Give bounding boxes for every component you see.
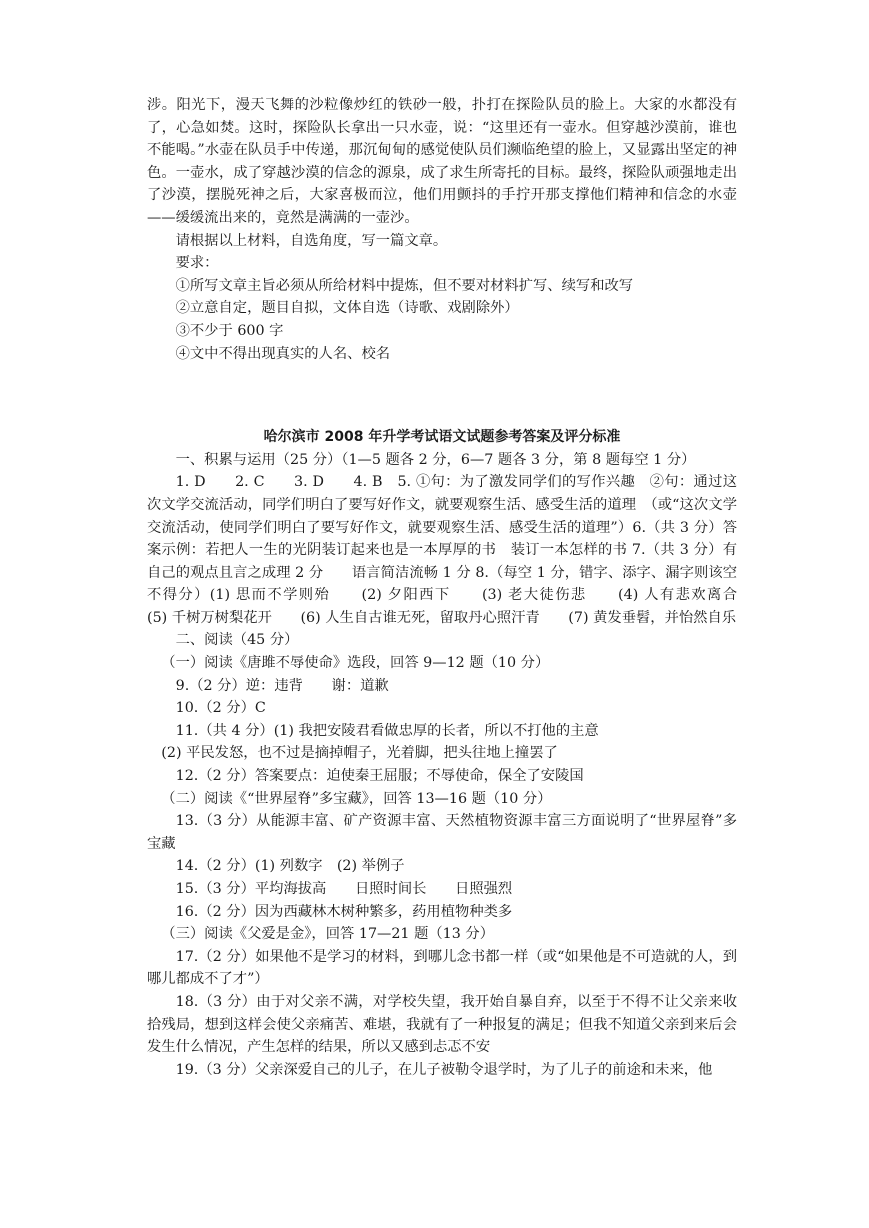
- answer-item: (2) 平民发怒，也不过是摘掉帽子，光着脚，把头往地上撞罢了: [161, 745, 558, 762]
- answer-item: 17.（2 分）如果他不是学习的材料，到哪儿念书都一样（或“如果他是不可造就的人，到哪儿都成不了才”）: [147, 948, 737, 988]
- section-heading: 一、积累与运用（25 分）（1—5 题各 2 分，6—7 题各 3 分，第 8 题每空 1 分）: [175, 451, 696, 468]
- requirement-item: ④文中不得出现真实的人名、校名: [175, 345, 391, 362]
- answer-item: 13.（3 分）从能源丰富、矿产资源丰富、天然植物资源丰富三方面说明了“世界屋脊”多宝藏: [147, 813, 737, 852]
- answer-item: 19.（3 分）父亲深爱自己的儿子，在儿子被勒令退学时，为了儿子的前途和未来，他: [175, 1061, 713, 1078]
- requirement-item: ①所写文章主旨必须从所给材料中提炼，但不要对材料扩写、续写和改写: [175, 277, 634, 294]
- essay-material-paragraph: 涉。阳光下，漫天飞舞的沙粒像炒红的铁砂一般，扑打在探险队员的脸上。大家的水都没有了，心急如焚。这时，探险队长拿出一只水壶，说：“这里还有一壶水。但穿越沙漠前，谁也不能喝。”水壶在队员手中传递，那沉甸甸的感觉使队员们濒临绝望的脸上，又显露出坚定的神色。一壶水，成了穿越沙漠的信念的源泉，成了求生所寄托的目标。最终，探险队顽强地走出了沙漠，摆脱死神之后，大家喜极而泣，他们用颤抖的手拧开那支撑他们精神和信念的水壶——缓缓流出来的，竟然是满满的一壶沙。: [147, 97, 737, 226]
- answer-item: 14.（2 分）(1) 列数字 (2) 举例子: [175, 858, 405, 875]
- answer-item: 11.（共 4 分）(1) 我把安陵君看做忠厚的长者，所以不打他的主意: [175, 722, 599, 739]
- answer-item: 18.（3 分）由于对父亲不满，对学校失望，我开始自暴自弃，以至于不得不让父亲来收拾残局，想到这样会使父亲痛苦、难堪，我就有了一种报复的满足；但我不知道父亲到来后会发生什么情况，产生怎样的结果，所以又感到忐忑不安: [147, 993, 737, 1056]
- answer-item: 9.（2 分）逆：违背 谢：道歉: [175, 677, 389, 694]
- reading-part-heading: （二）阅读《“世界屋脊”多宝藏》，回答 13—16 题（10 分）: [161, 790, 552, 807]
- requirement-item: ③不少于 600 字: [175, 322, 284, 339]
- answer-item: 10.（2 分）C: [175, 700, 266, 717]
- requirement-item: ②立意自定，题目自拟，文体自选（诗歌、戏剧除外）: [175, 300, 519, 317]
- requirements-label: 要求：: [175, 255, 219, 272]
- essay-prompt: 请根据以上材料，自选角度，写一篇文章。: [175, 232, 448, 249]
- answer-item: 15.（3 分）平均海拔高 日照时间长 日照强烈: [175, 881, 513, 897]
- reading-part-heading: （三）阅读《父爱是金》，回答 17—21 题（13 分）: [161, 926, 494, 943]
- reading-part-heading: （一）阅读《唐雎不辱使命》选段，回答 9—12 题（10 分）: [161, 655, 550, 672]
- section-spacer: [147, 365, 737, 426]
- answer-item: 12.（2 分）答案要点：迫使秦王屈服；不辱使命，保全了安陵国: [175, 768, 584, 785]
- section1-answers: 1. D 2. C 3. D 4. B 5. ①句：为了激发同学们的写作兴趣 ②句：通过这次文学交流活动，同学们明白了要写好作文，就要观察生活、感受生活的道理 （或“这次文学交流活动，使同学们明白了要写好作文，就要观察生活、感受生活的道理”）6.（共 3 分）答案示例：若把人一生的光阴装订起来也是一本厚厚的书 装订一本怎样的书 7.（共 3 分）有自己的观点且言之成理 2 分 语言简洁流畅 1 分 8.（每空 1 分，错字、添字、漏字则该空不得分）(1) 思而不学则殆 (2) 夕阳西下 (3) 老大徒伤悲 (4) 人有悲欢离合 (5) 千树万树梨花开 (6) 人生自古谁无死，留取丹心照汗青 (7) 黄发垂髫，并怡然自乐: [147, 474, 766, 626]
- document-page: [147, 94, 766, 1081]
- answer-key-title: 哈尔滨市 2008 年升学考试语文试题参考答案及评分标准: [263, 429, 621, 446]
- answer-item: 16.（2 分）因为西藏林木树种繁多，药用植物种类多: [175, 903, 513, 920]
- section-heading: 二、阅读（45 分）: [175, 632, 299, 649]
